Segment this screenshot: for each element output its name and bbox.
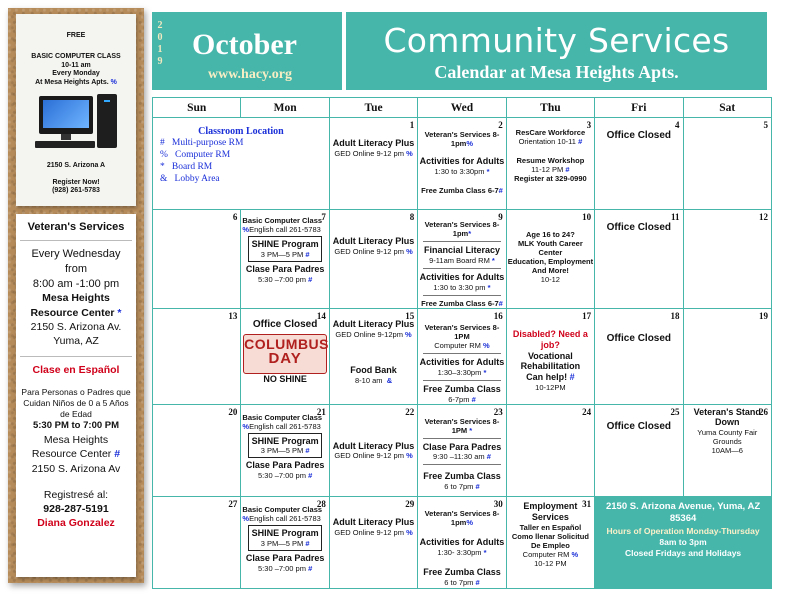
event-title: Activities for Adults: [419, 536, 505, 547]
event-detail: 9:30 –11:30 am #: [433, 452, 491, 462]
date-number: 13: [228, 310, 238, 321]
event-detail: 1:30–3:30pm *: [437, 367, 487, 377]
event-detail: GED Online 9-12 pm %: [334, 527, 413, 537]
calendar-grid: [152, 97, 772, 589]
date-number: 22: [405, 406, 415, 417]
event-title: ResCare Workforce: [515, 128, 586, 137]
event-title: Adult Literacy Plus: [332, 236, 415, 247]
office-closed: Office Closed: [606, 222, 672, 234]
date-number: 6: [232, 212, 238, 223]
event-detail: 10-12 PM: [534, 558, 567, 568]
register-contact: Diana Gonzalez: [37, 517, 115, 530]
day-cell[interactable]: [153, 210, 241, 309]
event-title: Activities for Adults: [419, 272, 505, 283]
event-detail: 3 PM—5 PM #: [260, 250, 310, 260]
office-hours: 8am to 3pm: [659, 536, 707, 547]
class-line: 10-11 am: [61, 61, 91, 69]
page-subtitle: Calendar at Mesa Heights Apts.: [434, 62, 679, 82]
veterans-city: Yuma, AZ: [53, 334, 99, 347]
event-detail: 11-12 PM #: [531, 165, 570, 174]
event-detail: %English call 261-5783: [242, 421, 321, 431]
event-title: Basic Computer Class: [242, 216, 323, 226]
event-title: Age 16 to 24?: [526, 230, 575, 240]
event-detail: 5:30 –7:00 pm #: [258, 274, 313, 284]
event-detail: Orientation 10-11 #: [518, 137, 583, 146]
legend-cell: [153, 118, 330, 210]
shine-box: [248, 433, 321, 459]
day-header: Fri: [595, 98, 683, 118]
event-title: Adult Literacy Plus: [332, 318, 415, 329]
event-detail: 1:30- 3:30pm *: [437, 547, 487, 557]
cork-sidebar: [8, 8, 144, 583]
day-cell[interactable]: [683, 210, 771, 309]
day-header: Sun: [153, 98, 241, 118]
event-detail: Register at 329-0990: [514, 174, 587, 183]
event-title: Veteran's Services 8-1pm%: [424, 130, 500, 148]
date-number: 17: [582, 310, 592, 321]
office-closed: Office Closed: [606, 130, 672, 141]
class-line: At Mesa Heights Apts. %: [35, 79, 117, 86]
event-detail: GED Online 9-12 pm %: [334, 148, 413, 158]
event-detail: GED Online 9-12 pm %: [334, 451, 413, 461]
day-cell[interactable]: [241, 308, 329, 404]
month-title: October: [192, 28, 297, 61]
event-title: SHINE Program: [251, 239, 319, 250]
event-detail: %English call 261-5783: [242, 513, 321, 523]
date-number: 12: [759, 212, 768, 223]
office-hours-title: Hours of Operation Monday-Thursday: [606, 525, 760, 536]
event-detail: 10AM—6: [711, 446, 743, 456]
event-title: NO SHINE: [263, 373, 307, 384]
day-cell[interactable]: [329, 210, 417, 309]
day-cell[interactable]: [595, 404, 683, 496]
veterans-every: Every Wednesday: [31, 247, 121, 260]
office-address: 2150 S. Arizona Avenue, Yuma, AZ 85364: [605, 500, 761, 525]
office-closed: Office Closed: [606, 420, 672, 432]
day-cell[interactable]: [329, 404, 417, 496]
veterans-place: Resource Center *: [30, 306, 122, 319]
event-title: Vocational Rehabilitation: [520, 350, 581, 372]
date-number: 25: [670, 406, 680, 417]
event-title: Veteran's Services 8-1PM: [424, 322, 500, 341]
veterans-from: from: [65, 262, 87, 275]
day-cell[interactable]: [418, 210, 506, 309]
event-detail: 5:30 –7:00 pm #: [258, 471, 313, 481]
computer-icon: [33, 94, 119, 152]
info-cell: [595, 496, 772, 588]
year-vertical: 2 0 1 9: [157, 20, 163, 67]
day-cell[interactable]: [241, 210, 329, 309]
date-number: 28: [316, 498, 326, 509]
event-title: Basic Computer Class: [242, 504, 323, 514]
event-title: Veteran's Stand Down: [693, 406, 761, 428]
date-number: 7: [321, 212, 326, 223]
veterans-address: 2150 S. Arizona Av.: [30, 320, 122, 333]
event-title: Free Zumba Class: [423, 383, 501, 394]
veterans-time: 8:00 am -1:00 pm: [32, 277, 120, 290]
register-phone: 928-287-5191: [43, 502, 109, 515]
date-number: 27: [228, 498, 238, 509]
day-cell[interactable]: [595, 308, 683, 404]
day-cell[interactable]: [683, 404, 771, 496]
date-number: 29: [405, 498, 415, 509]
date-number: 2: [498, 120, 503, 130]
class-address: 2150 S. Arizona A: [46, 161, 106, 169]
day-header: Thu: [506, 98, 594, 118]
office-closed: Office Closed: [606, 332, 672, 344]
day-cell[interactable]: [506, 308, 594, 404]
event-title: Clase Para Padres: [245, 552, 325, 563]
class-line: Every Monday: [52, 70, 100, 78]
date-number: 5: [763, 120, 768, 130]
office-closed: Office Closed: [252, 318, 318, 330]
day-cell[interactable]: [241, 404, 329, 496]
website-link[interactable]: www.hacy.org: [208, 67, 292, 82]
day-cell[interactable]: [329, 496, 417, 588]
legend-title: Classroom Location: [198, 126, 284, 137]
event-title: Activities for Adults: [419, 356, 505, 367]
legend-item: & Lobby Area: [160, 173, 220, 184]
register-label: Registresé al:: [43, 488, 109, 501]
date-number: 14: [316, 310, 326, 321]
date-number: 19: [759, 310, 768, 321]
month-header: [152, 12, 342, 90]
class-line: BASIC COMPUTER CLASS: [31, 52, 121, 60]
event-title: Activities for Adults: [419, 156, 505, 166]
event-detail: 3 PM—5 PM #: [260, 446, 310, 456]
event-title: Clase Para Padres: [245, 460, 325, 471]
event-detail: %English call 261-5783: [242, 225, 321, 235]
event-title: Resume Workshop: [516, 156, 585, 165]
day-header: Mon: [241, 98, 329, 118]
computer-class-note: [16, 14, 136, 206]
event-title: Adult Literacy Plus: [332, 138, 415, 148]
event-detail: 9-11am Board RM *: [429, 256, 495, 266]
event-title: Free Zumba Class: [423, 566, 501, 577]
office-closed-note: Closed Fridays and Holidays: [624, 547, 742, 558]
day-cell[interactable]: [506, 404, 594, 496]
date-number: 21: [316, 406, 326, 417]
event-title: Veteran's Services 8-1PM *: [424, 416, 500, 435]
day-cell[interactable]: [329, 118, 417, 210]
event-detail: 1:30 to 3:30pm *: [434, 166, 490, 176]
event-title: Employment Services: [523, 500, 578, 522]
date-number: 15: [405, 310, 415, 321]
event-title: Clase Para Padres: [422, 441, 502, 452]
event-detail: Yuma County Fair Grounds: [697, 428, 758, 447]
day-cell[interactable]: [506, 118, 594, 210]
event-title: Adult Literacy Plus: [332, 516, 415, 527]
event-detail: 6 to 7pm #: [444, 482, 480, 492]
day-cell[interactable]: [506, 210, 594, 309]
event-title: Veteran's Services 8-1pm%: [424, 508, 500, 527]
title-header: [346, 12, 767, 90]
day-cell[interactable]: [153, 308, 241, 404]
day-header: Wed: [418, 98, 506, 118]
event-detail: 10-12PM: [535, 382, 566, 392]
day-cell[interactable]: [153, 404, 241, 496]
date-number: 30: [493, 498, 503, 509]
office-info-box: [595, 497, 771, 588]
day-cell[interactable]: [595, 118, 683, 210]
event-title: Free Zumba Class 6-7#: [421, 185, 503, 195]
day-cell[interactable]: [418, 118, 506, 210]
day-cell[interactable]: [153, 496, 241, 588]
date-number: 31: [582, 498, 592, 509]
event-title: Adult Literacy Plus: [332, 440, 415, 451]
event-title: Disabled? Need a job?: [512, 328, 588, 350]
event-title: SHINE Program: [251, 527, 319, 538]
event-title: Como llenar Solicitud De Empleo: [511, 531, 589, 550]
date-number: 24: [582, 406, 592, 417]
shine-box: [248, 236, 321, 262]
date-number: 26: [759, 406, 768, 417]
date-number: 16: [493, 310, 503, 321]
day-cell[interactable]: [418, 496, 506, 588]
date-number: 11: [671, 212, 680, 223]
date-number: 20: [228, 406, 238, 417]
clase-place: Resource Center #: [31, 448, 121, 461]
clase-description: Para Personas o Padres que Cuidan Niños de 0 a 5 Años de Edad: [21, 387, 131, 420]
clase-place: Mesa Heights: [43, 434, 109, 447]
event-title: Taller en Español: [519, 522, 582, 532]
event-title: Can help! #: [526, 372, 575, 383]
event-detail: 1:30 to 3:30 pm *: [433, 282, 491, 292]
event-detail: 6 to 7pm #: [444, 577, 480, 587]
clase-time: 5:30 PM to 7:00 PM: [32, 420, 120, 432]
legend-item: # Multi-purpose RM: [160, 138, 244, 148]
event-detail: Computer RM %: [434, 340, 490, 350]
event-title: Free Zumba Class 6-7#: [421, 298, 503, 308]
date-number: 18: [670, 310, 680, 321]
event-detail: 3 PM—5 PM #: [260, 538, 310, 548]
event-detail: GED Online 9-12 pm %: [334, 247, 413, 257]
event-title: Free Zumba Class: [423, 471, 501, 482]
event-title: Financial Literacy: [423, 245, 500, 256]
page-title: Community Services: [383, 21, 730, 60]
date-number: 23: [493, 406, 503, 417]
day-header: Tue: [329, 98, 417, 118]
date-number: 9: [498, 212, 503, 223]
event-detail: GED Online 9-12pm %: [335, 329, 412, 339]
day-cell[interactable]: [329, 308, 417, 404]
event-title: Clase Para Padres: [245, 264, 325, 275]
clase-address: 2150 S. Arizona Av: [31, 462, 121, 475]
date-number: 10: [582, 212, 592, 223]
register-label: Register Now!: [52, 178, 100, 186]
veterans-place: Mesa Heights: [42, 292, 110, 305]
date-number: 8: [409, 212, 415, 223]
day-cell[interactable]: [683, 118, 771, 210]
veterans-note: [16, 214, 136, 577]
day-cell[interactable]: [418, 308, 506, 404]
event-title: Education, Employment And More!: [507, 257, 594, 276]
date-number: 3: [586, 120, 592, 130]
clase-title: Clase en Español: [32, 364, 120, 377]
free-label: FREE: [66, 32, 86, 39]
event-detail: 5:30 –7:00 pm #: [258, 563, 313, 573]
day-cell[interactable]: [683, 308, 771, 404]
event-title: Basic Computer Class: [242, 412, 323, 422]
legend-item: % Computer RM: [160, 149, 231, 160]
day-cell[interactable]: [418, 404, 506, 496]
event-detail: Computer RM %: [522, 549, 579, 559]
event-title: SHINE Program: [251, 435, 319, 446]
event-detail: 8-10 am &: [355, 375, 393, 385]
legend-item: * Board RM: [160, 161, 213, 172]
register-phone: (928) 261-5783: [52, 187, 100, 195]
event-detail: 6-7pm #: [448, 394, 476, 404]
date-number: 1: [409, 120, 415, 130]
event-title: MLK Youth Career Center: [518, 239, 583, 258]
day-cell[interactable]: [241, 496, 329, 588]
day-header: Sat: [683, 98, 771, 118]
shine-box: [248, 525, 321, 551]
event-title: Food Bank: [350, 364, 397, 375]
day-cell[interactable]: [506, 496, 594, 588]
day-cell[interactable]: [595, 210, 683, 309]
event-detail: 10-12: [540, 275, 560, 285]
event-title: Veteran's Services 8-1pm*: [424, 220, 500, 239]
columbus-day-badge: COLUMBUS DAY: [243, 334, 327, 374]
date-number: 4: [675, 120, 680, 130]
veterans-title: Veteran's Services: [20, 220, 132, 241]
